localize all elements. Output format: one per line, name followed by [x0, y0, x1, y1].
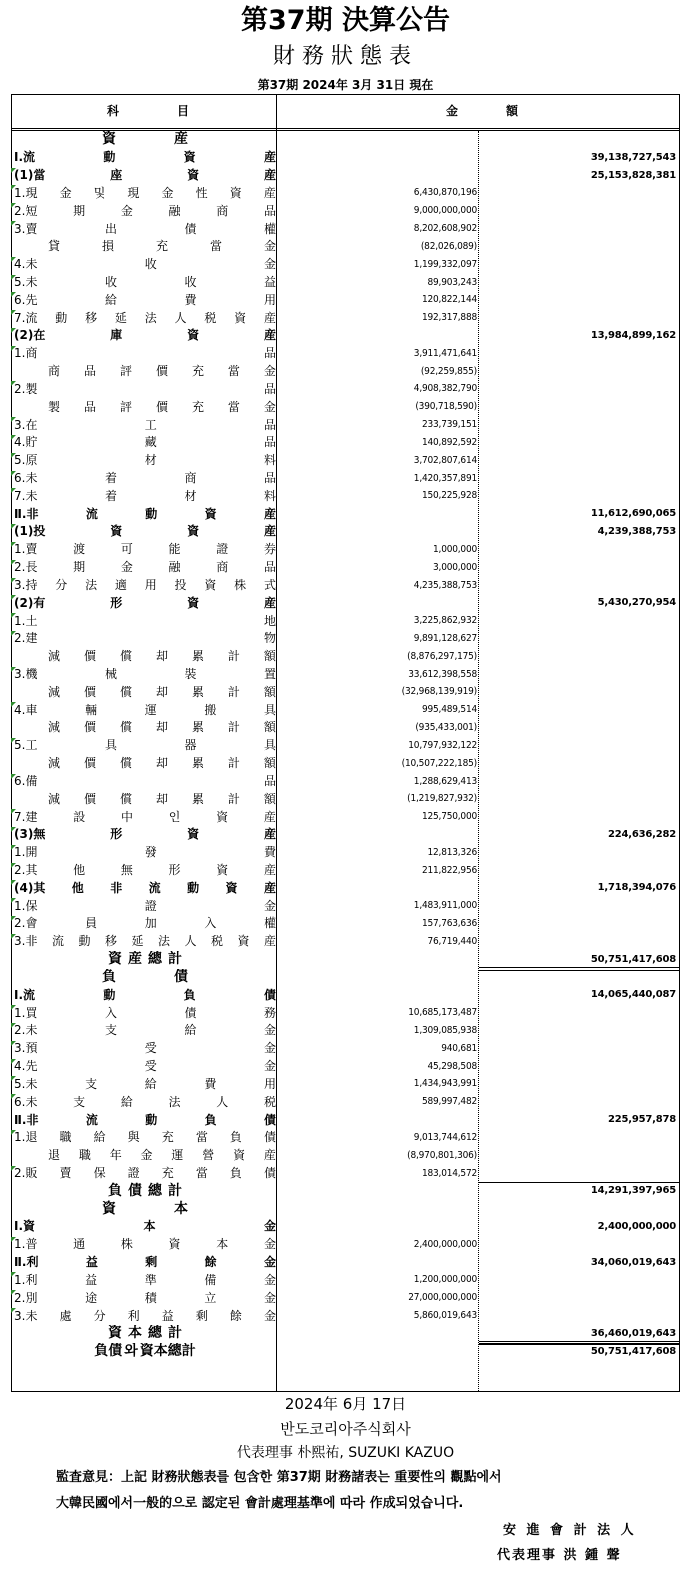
row-label: 4.先 受 金 [14, 1059, 276, 1074]
row-label: 2.製 品 [14, 381, 276, 396]
table-row [12, 1218, 679, 1236]
table-row [12, 398, 679, 416]
row-label: 4.未 收 金 [14, 257, 276, 272]
item-amount: (92,259,855) [420, 365, 477, 377]
table-row [12, 345, 679, 363]
item-amount: 6,430,870,196 [413, 187, 477, 199]
row-label: 2.會 員 加 入 權 [14, 916, 276, 931]
row-label: 貸 損 充 當 金 [48, 239, 276, 254]
item-amount: 3,225,862,932 [413, 615, 477, 627]
table-row [12, 1004, 679, 1022]
header-account-2: 目 [177, 104, 190, 118]
row-label: 2.長 期 金 融 商 品 [14, 560, 276, 575]
table-row [12, 630, 679, 648]
item-amount: 4,235,388,753 [413, 579, 477, 591]
row-label: Ⅰ.資 本 金 [14, 1219, 276, 1234]
row-label: 5.工 具 器 具 [14, 738, 276, 753]
table-row [12, 1236, 679, 1254]
table-row [12, 1271, 679, 1289]
item-amount: 3,911,471,641 [413, 347, 477, 359]
row-label: 1.保 證 金 [14, 898, 276, 913]
table-row [12, 416, 679, 434]
document-title: 第37期 決算公告 [241, 5, 450, 36]
subtotal-amount: 11,612,690,065 [590, 508, 676, 520]
total-rule [479, 1343, 679, 1344]
row-label: 3.機 械 裝 置 [14, 667, 276, 681]
item-amount: 5,860,019,643 [413, 1310, 477, 1322]
item-amount: 183,014,572 [421, 1167, 477, 1179]
row-label: 1.商 品 [14, 346, 276, 361]
item-amount: 1,434,943,991 [413, 1078, 477, 1090]
item-amount: 12,813,326 [427, 846, 477, 858]
table-row [12, 149, 679, 167]
item-amount: 1,483,911,000 [413, 900, 477, 912]
row-label: (3)無 形 資 産 [14, 827, 276, 842]
footer-company: 반도코리아주식회사 [280, 1420, 411, 1438]
table-row [12, 167, 679, 185]
table-row [12, 291, 679, 309]
row-label: 5.原 材 料 [14, 453, 276, 468]
table-row [12, 1111, 679, 1129]
item-amount: 3,702,807,614 [413, 454, 477, 466]
item-amount: 1,200,000,000 [413, 1274, 477, 1286]
item-amount: (10,507,222,185) [401, 757, 477, 769]
row-label: Ⅱ.利 益 剩 餘 金 [14, 1255, 276, 1270]
item-amount: 76,719,440 [427, 935, 477, 947]
table-row [12, 612, 679, 630]
row-label: (4)其 他 非 流 動 資 産 [14, 880, 276, 895]
subtotal-amount: 224,636,282 [607, 828, 676, 840]
subtotal-amount: 2,400,000,000 [597, 1221, 676, 1233]
statement-period: 第37期 2024年 3月 31日 現在 [257, 78, 434, 92]
row-label: 資 産 [102, 131, 188, 148]
table-row [12, 541, 679, 559]
row-label: (1)投 資 資 産 [14, 524, 276, 539]
item-amount: 8,202,608,902 [413, 223, 477, 235]
table-row [12, 648, 679, 666]
header-amount-2: 額 [506, 104, 519, 118]
table-row [12, 523, 679, 541]
table-row [12, 256, 679, 274]
row-label: 6.先 給 費 用 [14, 292, 276, 307]
item-amount: 1,420,357,891 [413, 472, 477, 484]
item-amount: 157,763,636 [421, 918, 477, 930]
row-label: 3.持 分 法 適 用 投 資 株 式 [14, 577, 276, 592]
item-amount: 1,000,000 [433, 543, 477, 555]
item-amount: (1,219,827,932) [407, 793, 477, 805]
subtotal-amount: 50,751,417,608 [590, 1345, 676, 1357]
row-label: 1.退 職 給 與 充 當 負 債 [14, 1130, 276, 1145]
item-amount: 150,225,928 [421, 490, 477, 502]
row-label: 商 品 評 價 充 當 金 [48, 364, 276, 379]
row-label: 4.車 輛 運 搬 具 [14, 702, 276, 717]
subtotal-amount: 25,153,828,381 [590, 169, 676, 181]
item-amount: 10,685,173,487 [408, 1007, 477, 1019]
table-row [12, 951, 679, 969]
row-label: 3.未 處 分 利 益 剩 餘 金 [14, 1308, 276, 1323]
subtotal-amount: 39,138,727,543 [590, 151, 676, 163]
item-amount: 589,997,482 [421, 1096, 477, 1108]
table-row [12, 505, 679, 523]
balance-sheet-table [11, 94, 680, 1392]
table-row [12, 719, 679, 737]
row-label: 製 品 評 價 充 當 金 [48, 399, 276, 414]
row-label: 3.預 受 金 [14, 1041, 276, 1056]
header-amount-1: 金 [446, 104, 459, 118]
table-row [12, 808, 679, 826]
item-amount: 120,822,144 [421, 294, 477, 306]
row-label: 6.未 支 給 法 人 税 [14, 1094, 276, 1109]
item-amount: 4,908,382,790 [413, 383, 477, 395]
table-row [12, 1093, 679, 1111]
row-label: Ⅰ.流 動 負 債 [14, 987, 276, 1002]
subtotal-amount: 13,984,899,162 [590, 330, 676, 342]
table-row [12, 309, 679, 327]
table-row [12, 1182, 679, 1200]
table-row [12, 1200, 679, 1218]
row-label: 2.未 支 給 金 [14, 1023, 276, 1038]
table-row [12, 737, 679, 755]
item-amount: 125,750,000 [421, 811, 477, 823]
table-row [12, 773, 679, 791]
subtotal-amount: 14,291,397,965 [590, 1185, 676, 1197]
item-amount: (390,718,590) [415, 401, 477, 413]
table-row [12, 380, 679, 398]
table-row [12, 1040, 679, 1058]
table-row [12, 470, 679, 488]
table-row [12, 577, 679, 595]
table-row [12, 327, 679, 345]
row-label: 2.建 物 [14, 631, 276, 646]
row-label: 負 債 總 計 [108, 1182, 182, 1199]
row-label: 3.在 工 品 [14, 417, 276, 432]
table-row [12, 844, 679, 862]
item-amount: 1,288,629,413 [413, 775, 477, 787]
row-label: 7.未 着 材 料 [14, 488, 276, 503]
table-row [12, 1165, 679, 1183]
table-row [12, 594, 679, 612]
auditor-name: 安 進 會 計 法 人 [503, 1523, 637, 1538]
row-label: 7.流 動 移 延 法 人 税 資 産 [14, 310, 276, 325]
table-row [12, 701, 679, 719]
row-label: 減 價 償 却 累 計 額 [48, 649, 276, 664]
item-amount: 33,612,398,558 [408, 668, 477, 680]
table-row [12, 131, 679, 149]
row-label: 5.未 支 給 費 用 [14, 1076, 276, 1091]
row-label: 負債 와 資本總計 [94, 1343, 196, 1360]
table-row [12, 986, 679, 1004]
row-label: 1.賣 渡 可 能 證 券 [14, 542, 276, 557]
table-row [12, 487, 679, 505]
table-row [12, 755, 679, 773]
row-label: 1.買 入 債 務 [14, 1005, 276, 1020]
item-amount: 940,681 [441, 1042, 477, 1054]
item-amount: (8,876,297,175) [407, 650, 477, 662]
row-label: 1.利 益 準 備 金 [14, 1272, 276, 1287]
table-row [12, 933, 679, 951]
table-row [12, 452, 679, 470]
item-amount: (32,968,139,919) [401, 686, 477, 698]
item-amount: 27,000,000,000 [408, 1292, 477, 1304]
item-amount: 9,000,000,000 [413, 205, 477, 217]
item-amount: 9,891,128,627 [413, 632, 477, 644]
header-account-1: 科 [107, 104, 120, 118]
table-row [12, 666, 679, 684]
footer-ceo: 代表理事 朴熙祐, SUZUKI KAZUO [236, 1445, 455, 1461]
subtotal-amount: 4,239,388,753 [597, 526, 676, 538]
footer-date: 2024年 6月 17日 [284, 1395, 407, 1413]
item-amount: 211,822,956 [421, 864, 477, 876]
table-row [12, 1325, 679, 1343]
item-amount: 2,400,000,000 [413, 1238, 477, 1250]
row-label: 4.貯 藏 品 [14, 435, 276, 450]
table-row [12, 1307, 679, 1325]
item-amount: 89,903,243 [427, 276, 477, 288]
table-row [12, 1254, 679, 1272]
total-rule [479, 1182, 679, 1183]
row-label: (1)當 座 資 産 [14, 168, 276, 183]
row-label: (2)有 形 資 産 [14, 595, 276, 610]
row-label: Ⅰ.流 動 資 産 [14, 150, 276, 165]
table-row [12, 434, 679, 452]
row-label: 資 産 總 計 [108, 951, 182, 968]
row-label: 3.非 流 動 移 延 法 人 税 資 産 [14, 934, 276, 949]
table-row [12, 683, 679, 701]
row-label: 5.未 收 收 益 [14, 274, 276, 289]
item-amount: 995,489,514 [421, 704, 477, 716]
subtotal-amount: 14,065,440,087 [590, 989, 676, 1001]
row-label: 1.現 金 및 現 金 性 資 産 [14, 185, 276, 200]
row-label: 3.賣 出 債 權 [14, 221, 276, 236]
audit-opinion-line2: 大韓民國에서一般的으로 認定된 會計處理基準에 따라 作成되었습니다. [56, 1496, 464, 1511]
table-row [12, 1022, 679, 1040]
row-label: 1.土 地 [14, 613, 276, 628]
table-row [12, 220, 679, 238]
row-label: 6.備 品 [14, 773, 276, 788]
row-label: 1.普 通 株 資 本 金 [14, 1237, 276, 1252]
row-label: Ⅱ.非 流 動 資 産 [14, 506, 276, 521]
item-amount: 233,739,151 [421, 419, 477, 431]
table-row [12, 363, 679, 381]
table-row [12, 897, 679, 915]
row-label: 減 價 償 却 累 計 額 [48, 756, 276, 771]
row-label: 退 職 年 金 運 營 資 産 [48, 1148, 276, 1163]
row-label: 2.別 途 積 立 金 [14, 1290, 276, 1305]
subtotal-amount: 36,460,019,643 [590, 1327, 676, 1339]
row-label: 6.未 着 商 品 [14, 470, 276, 485]
subtotal-amount: 5,430,270,954 [597, 597, 676, 609]
table-row [12, 826, 679, 844]
row-label: 2.販 賣 保 證 充 當 負 債 [14, 1165, 276, 1180]
item-amount: 192,317,888 [421, 312, 477, 324]
table-row [12, 202, 679, 220]
row-label: 2.短 期 金 融 商 品 [14, 203, 276, 218]
table-row [12, 1075, 679, 1093]
table-row [12, 1343, 679, 1361]
item-amount: 3,000,000 [433, 561, 477, 573]
table-row [12, 790, 679, 808]
table-row [12, 879, 679, 897]
row-label: Ⅱ.非 流 動 負 債 [14, 1112, 276, 1127]
row-label: 資 本 總 計 [108, 1325, 182, 1342]
subtotal-amount: 50,751,417,608 [590, 953, 676, 965]
item-amount: (8,970,801,306) [407, 1149, 477, 1161]
subtotal-amount: 1,718,394,076 [597, 882, 676, 894]
row-label: 7.建 設 中 인 資 産 [14, 809, 276, 824]
subtotal-amount: 225,957,878 [607, 1114, 676, 1126]
table-row [12, 238, 679, 256]
subtotal-amount: 34,060,019,643 [590, 1256, 676, 1268]
table-row [12, 915, 679, 933]
row-label: 減 價 償 却 累 計 額 [48, 684, 276, 699]
item-amount: 9,013,744,612 [413, 1131, 477, 1143]
table-row [12, 559, 679, 577]
row-label: 負 債 [102, 968, 188, 985]
table-row [12, 969, 679, 987]
row-label: 減 價 償 却 累 計 額 [48, 720, 276, 735]
item-amount: (82,026,089) [420, 240, 477, 252]
item-amount: 10,797,932,122 [408, 739, 477, 751]
item-amount: 1,199,332,097 [413, 258, 477, 270]
audit-opinion-line1: 監査意見：上記 財務狀態表를 包含한 第37期 財務諸表는 重要性의 觀點에서 [56, 1470, 502, 1485]
item-amount: (935,433,001) [415, 722, 477, 734]
item-amount: 140,892,592 [421, 436, 477, 448]
table-row [12, 184, 679, 202]
table-row [12, 1129, 679, 1147]
table-row [12, 274, 679, 292]
statement-title: 財務狀態表 [272, 44, 418, 69]
table-row [12, 1147, 679, 1165]
table-row [12, 1289, 679, 1307]
table-row [12, 1058, 679, 1076]
auditor-ceo: 代表理事 洪 鍾 聲 [497, 1548, 622, 1563]
item-amount: 45,298,508 [427, 1060, 477, 1072]
row-label: 減 價 償 却 累 計 額 [48, 791, 276, 806]
table-row [12, 862, 679, 880]
row-label: 資 本 [102, 1200, 188, 1217]
row-label: 1.開 發 費 [14, 845, 276, 860]
row-label: (2)在 庫 資 産 [14, 328, 276, 343]
row-label: 2.其 他 無 形 資 産 [14, 863, 276, 878]
item-amount: 1,309,085,938 [413, 1025, 477, 1036]
